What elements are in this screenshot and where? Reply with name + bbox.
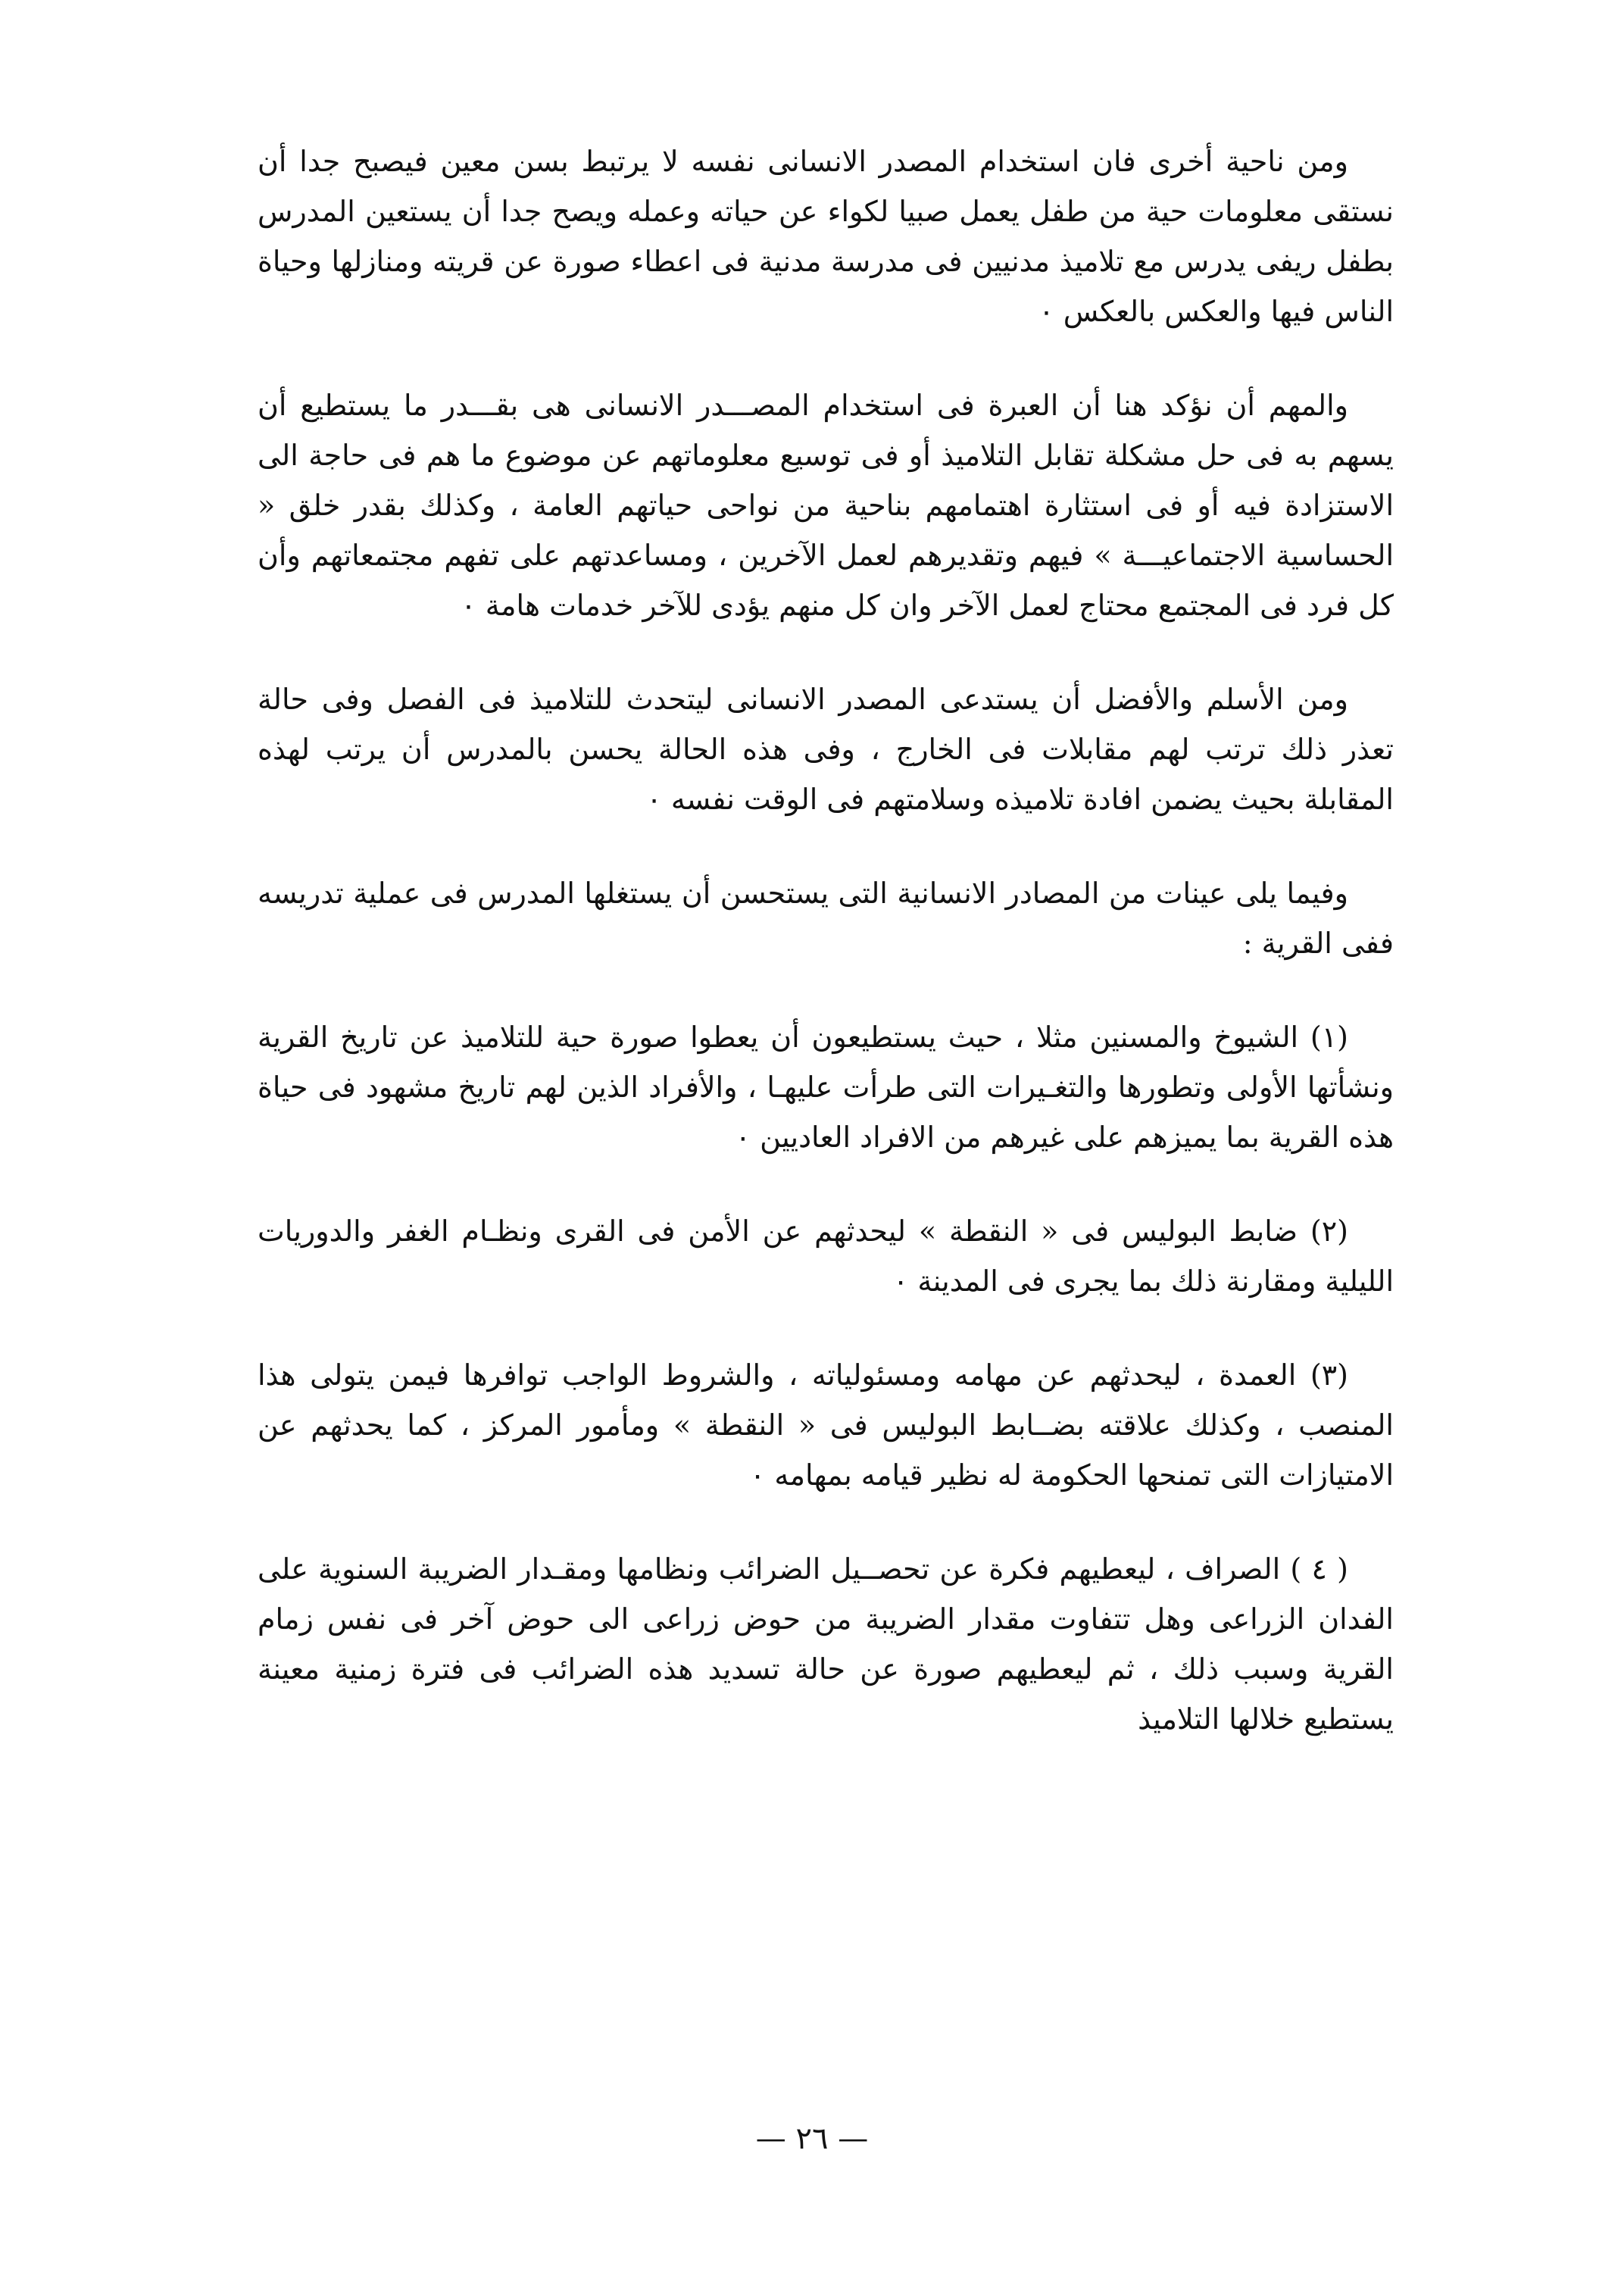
paragraph-invite-source: ومن الأسلم والأفضل أن يستدعى المصدر الانسانى ليتحدث للتلاميذ فى الفصل وفى حالة تعذر ذلك ترتب لهم مقابلات فى الخارج ، وفى هذه الحالة يحسن بالمدرس أن يرتب لهذه المقابلة بحيث يضمن افادة تلاميذه وسلامتهم فى الوقت نفسه ٠	[258, 683, 1394, 816]
paragraph-samples-intro: وفيما يلى عينات من المصادر الانسانية التى يستحسن أن يستغلها المدرس فى عملية تدريسه ففى القرية :	[258, 877, 1394, 960]
document-page	[258, 136, 1394, 1788]
list-item-mayor: (٣) العمدة ، ليحدثهم عن مهامه ومسئولياته ، والشروط الواجب توافرها فيمن يتولى هذا المنصب ، وكذلك علاقته بضــابط البوليس فى « النقطة » ومأمور المركز ، كما يحدثهم عن الامتيازات التى تمنحها الحكومة له نظير قيامه بمهامه ٠	[258, 1358, 1394, 1492]
list-item-tax-collector: ( ٤ ) الصراف ، ليعطيهم فكرة عن تحصــيل الضرائب ونظامها ومقـدار الضريبة السنوية على الفدان الزراعى وهل تتفاوت مقدار الضريبة من حوض زراعى الى حوض آخر فى نفس زمام القرية وسبب ذلك ، ثم ليعطيهم صورة عن حالة تسديد هذه الضرائب فى فترة زمنية معينة يستطيع خلالها التلاميذ	[258, 1552, 1394, 1736]
list-item-police-officer: (٢) ضابط البوليس فى « النقطة » ليحدثهم عن الأمن فى القرى ونظـام الغفر والدوريات الليلية ومقارنة ذلك بما يجرى فى المدينة ٠	[258, 1214, 1394, 1298]
page-number: — ٢٦ —	[755, 2121, 869, 2156]
paragraph-importance: والمهم أن نؤكد هنا أن العبرة فى استخدام المصـــدر الانسانى هى بقـــدر ما يستطيع أن يسهم به فى حل مشكلة تقابل التلاميذ أو فى توسيع معلوماتهم عن موضوع ما هم فى حاجة الى الاستزادة فيه أو فى استثارة اهتمامهم بناحية من نواحى حياتهم العامة ، وكذلك بقدر خلق « الحساسية الاجتماعيـــة » فيهم وتقديرهم لعمل الآخرين ، ومساعدتهم على تفهم مجتمعاتهم وأن كل فرد فى المجتمع محتاج لعمل الآخر وان كل منهم يؤدى للآخر خدمات هامة ٠	[258, 389, 1394, 622]
paragraph-human-source-age: ومن ناحية أخرى فان استخدام المصدر الانسانى نفسه لا يرتبط بسن معين فيصبح جدا أن نستقى معلومات حية من طفل يعمل صبيا لكواء عن حياته وعمله ويصح جدا أن يستعين المدرس بطفل ريفى يدرس مع تلاميذ مدنيين فى مدرسة مدنية فى اعطاء صورة عن قريته ومنازلها وحياة الناس فيها والعكس بالعكس ٠	[258, 145, 1394, 328]
list-item-elders: (١) الشيوخ والمسنين مثلا ، حيث يستطيعون أن يعطوا صورة حية للتلاميذ عن تاريخ القرية ونشأتها الأولى وتطورها والتغـيرات التى طرأت عليهـا ، والأفراد الذين لهم تاريخ مشهود فى حياة هذه القرية بما يميزهم على غيرهم من الافراد العاديين ٠	[258, 1020, 1394, 1154]
